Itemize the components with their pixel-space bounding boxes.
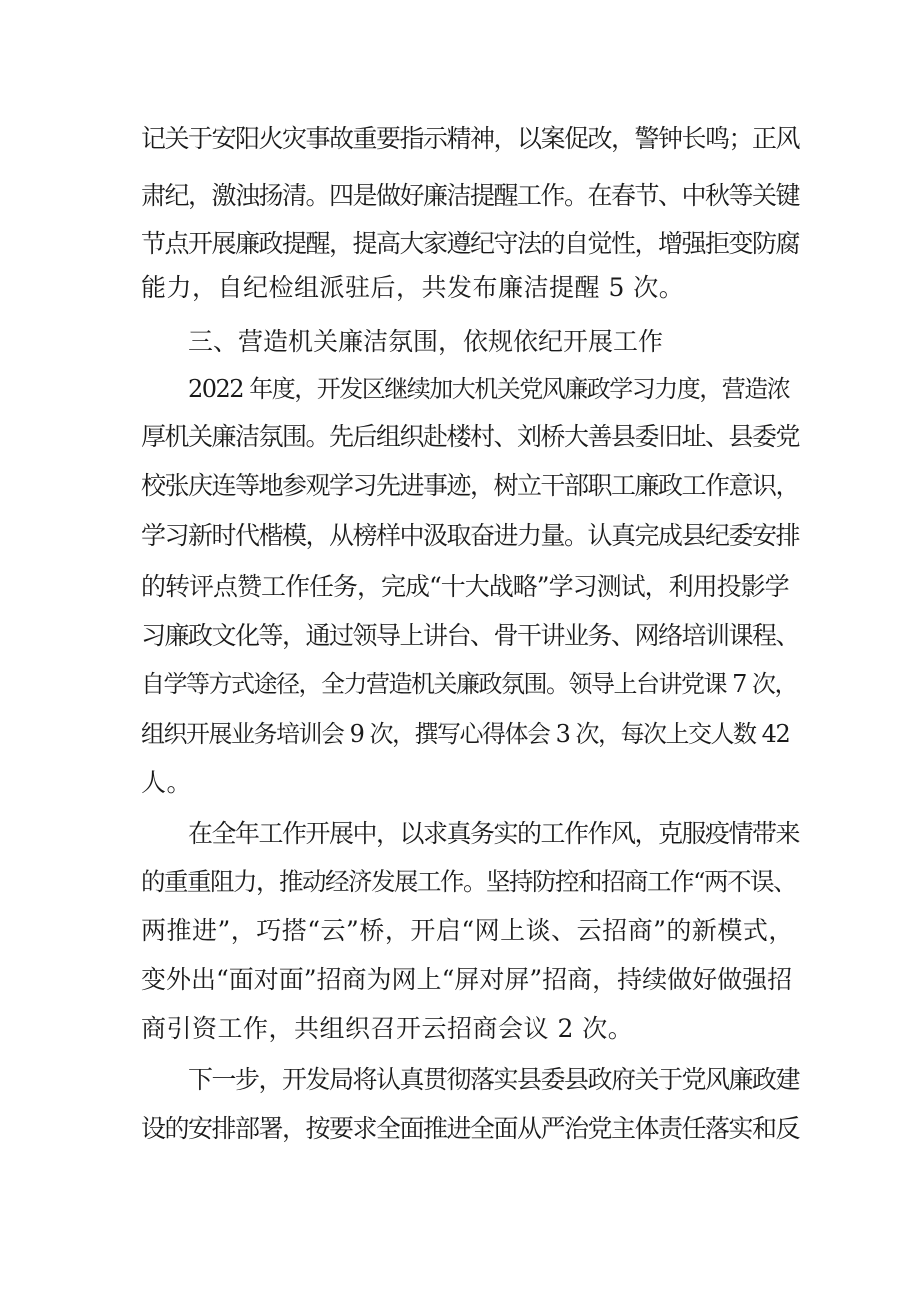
text-line: 在全年工作开展中，以求真务实的工作作风，克服疫情带来	[188, 819, 800, 848]
text-line: 节点开展廉政提醒，提高大家遵纪守法的自觉性，增强拒变防腐	[141, 229, 800, 258]
text-line: 习廉政文化等，通过领导上讲台、骨干讲业务、网络培训课程、	[141, 621, 800, 650]
text-line: 2022 年度，开发区继续加大机关党风廉政学习力度，营造浓	[188, 375, 790, 403]
text-line: 商引资工作，共组织召开云招商会议 2 次。	[141, 1014, 634, 1043]
text-line: 自学等方式途径，全力营造机关廉政氛围。领导上台讲党课 7 次，	[141, 670, 798, 698]
text-line: 组织开展业务培训会 9 次，撰写心得体会 3 次，每次上交人数 42	[141, 720, 790, 748]
text-line: 两推进”，巧搭“云”桥，开启“网上谈、云招商”的新模式，	[141, 916, 794, 945]
text-line: 校张庆连等地参观学习先进事迹，树立干部职工廉政工作意识，	[141, 471, 800, 500]
section-heading: 三、营造机关廉洁氛围，依规依纪开展工作	[188, 327, 664, 356]
text-line: 设的安排部署，按要求全面推进全面从严治党主体责任落实和反	[141, 1114, 800, 1143]
text-line: 的转评点赞工作任务，完成“十大战略”学习测试，利用投影学	[141, 572, 789, 601]
text-line: 肃纪，激浊扬清。四是做好廉洁提醒工作。在春节、中秋等关键	[141, 181, 800, 210]
text-line: 下一步，开发局将认真贯彻落实县委县政府关于党风廉政建	[188, 1065, 800, 1094]
text-line: 厚机关廉洁氛围。先后组织赴楼村、刘桥大善县委旧址、县委党	[141, 422, 800, 451]
text-line: 的重重阻力，推动经济发展工作。坚持防控和招商工作“两不误、	[141, 867, 797, 896]
text-line: 人。	[141, 768, 193, 797]
text-line: 学习新时代楷模，从榜样中汲取奋进力量。认真完成县纪委安排	[141, 521, 800, 550]
text-line: 能力，自纪检组派驻后，共发布廉洁提醒 5 次。	[141, 273, 685, 302]
text-line: 变外出“面对面”招商为网上“屏对屏”招商，持续做好做强招	[141, 965, 793, 994]
text-line: 记关于安阳火灾事故重要指示精神，以案促改，警钟长鸣；正风	[141, 124, 800, 153]
